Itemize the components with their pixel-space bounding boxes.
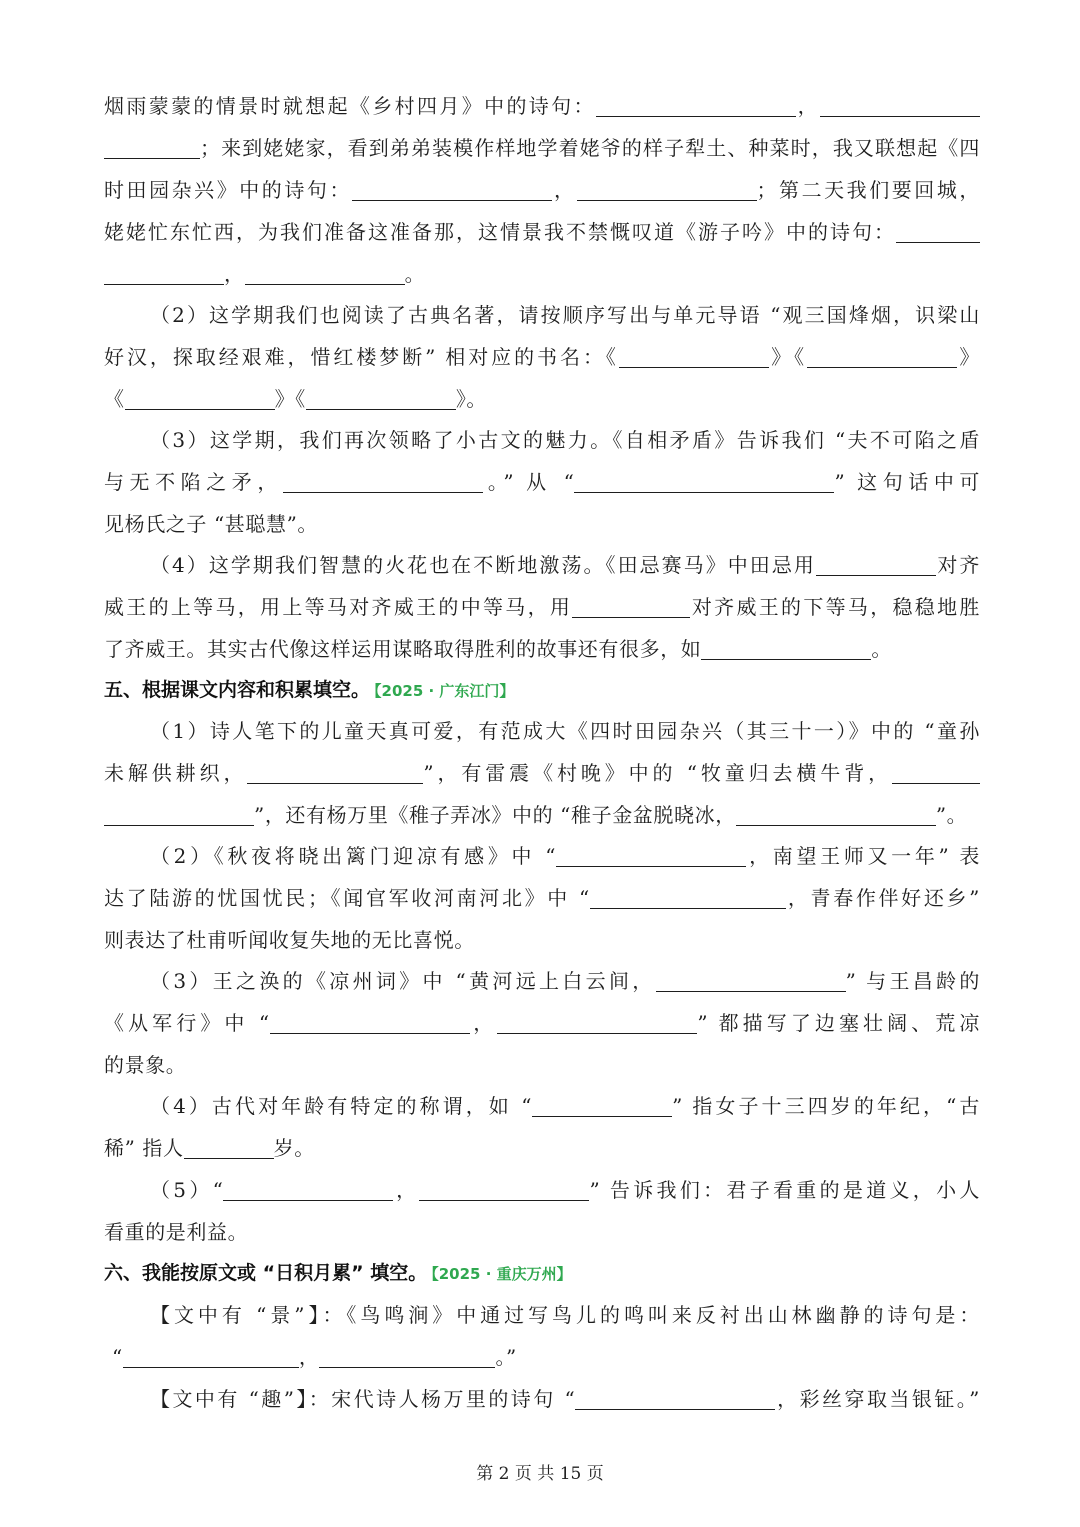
fill-blank[interactable] bbox=[270, 1011, 470, 1034]
fill-blank[interactable] bbox=[306, 387, 456, 410]
text-line bbox=[150, 841, 980, 871]
text: 与无不陷之矛， bbox=[104, 470, 283, 494]
text: ；第二天我们要回城， bbox=[756, 178, 981, 202]
text-line bbox=[104, 883, 980, 913]
text-line bbox=[104, 1217, 980, 1247]
text: 【文中有 “景”】：《鸟鸣涧》中通过写鸟儿的鸣叫来反衬出山林幽静的诗句是： bbox=[150, 1303, 980, 1327]
fill-blank[interactable] bbox=[104, 136, 200, 159]
text: （4）古代对年龄有特定的称谓，如 “ bbox=[150, 1094, 533, 1118]
text: ，青春作伴好还乡” bbox=[785, 886, 980, 910]
fill-blank[interactable] bbox=[577, 178, 757, 201]
text-line bbox=[112, 1342, 988, 1372]
fill-blank[interactable] bbox=[572, 595, 690, 618]
text-line bbox=[104, 259, 980, 289]
text-line bbox=[104, 925, 980, 955]
text: （3）这学期，我们再次领略了小古文的魅力。《自相矛盾》告诉我们 “夫不可陷之盾 bbox=[150, 428, 980, 452]
text: 威王的上等马，用上等马对齐威王的中等马，用 bbox=[104, 595, 573, 619]
text: 烟雨蒙蒙的情景时就想起《乡村四月》中的诗句： bbox=[104, 94, 596, 118]
section-heading-6 bbox=[104, 1258, 572, 1289]
text-line bbox=[104, 384, 980, 414]
fill-blank[interactable] bbox=[104, 803, 254, 826]
source-tag: 【2025 · 重庆万州】 bbox=[431, 1265, 572, 1283]
text: ” 这句话中可 bbox=[834, 470, 980, 494]
text: ， bbox=[469, 1011, 498, 1035]
text-line bbox=[104, 175, 980, 205]
text-line bbox=[150, 716, 980, 746]
text: （5）“ bbox=[150, 1178, 224, 1202]
text-line bbox=[104, 342, 980, 372]
text-line bbox=[104, 758, 980, 788]
text: 见杨氏之子 “甚聪慧”。 bbox=[104, 512, 319, 536]
fill-blank[interactable] bbox=[125, 387, 275, 410]
page-number: 第 2 页 共 15 页 bbox=[476, 1464, 604, 1484]
text-line bbox=[104, 634, 980, 664]
text: ， bbox=[552, 178, 577, 202]
text: 好汉，探取经艰难，惜红楼梦断” 相对应的书名：《 bbox=[104, 345, 619, 369]
fill-blank[interactable] bbox=[590, 886, 786, 909]
fill-blank[interactable] bbox=[807, 345, 957, 368]
text-line bbox=[150, 1300, 980, 1330]
fill-blank[interactable] bbox=[816, 553, 936, 576]
text: 姥姥忙东忙西，为我们准备这准备那，这情景我不禁慨叹道《游子吟》中的诗句： bbox=[104, 220, 896, 244]
text: （4）这学期我们智慧的火花也在不断地激荡。《田忌赛马》中田忌用 bbox=[150, 553, 816, 577]
text-line bbox=[150, 966, 980, 996]
text: 【文中有 “趣”】：宋代诗人杨万里的诗句 “ bbox=[150, 1387, 576, 1411]
text: 》《 bbox=[274, 387, 306, 411]
fill-blank[interactable] bbox=[701, 637, 871, 660]
fill-blank[interactable] bbox=[319, 1345, 495, 1368]
text: （2）这学期我们也阅读了古典名著，请按顺序写出与单元导语 “观三国烽烟，识梁山 bbox=[150, 303, 980, 327]
text: ” 与王昌龄的 bbox=[845, 969, 980, 993]
text: “ bbox=[112, 1345, 123, 1369]
text: ”，有雷震《村晚》中的 “牧童归去横牛背， bbox=[423, 761, 892, 785]
text-line bbox=[104, 133, 980, 163]
text: ，彩丝穿取当银钲。” bbox=[775, 1387, 980, 1411]
fill-blank[interactable] bbox=[104, 262, 224, 285]
text-line bbox=[104, 509, 980, 539]
fill-blank[interactable] bbox=[223, 1178, 393, 1201]
text: ， bbox=[393, 1178, 420, 1202]
fill-blank[interactable] bbox=[245, 262, 405, 285]
section-title: 六、我能按原文或 “日积月累” 填空。 bbox=[104, 1262, 428, 1284]
fill-blank[interactable] bbox=[184, 1136, 274, 1159]
fill-blank[interactable] bbox=[283, 470, 483, 493]
text: 则表达了杜甫听闻收复失地的无比喜悦。 bbox=[104, 928, 475, 952]
text: ” 告诉我们：君子看重的是道义，小人 bbox=[589, 1178, 980, 1202]
fill-blank[interactable] bbox=[619, 345, 769, 368]
fill-blank[interactable] bbox=[596, 94, 796, 117]
text: 稀” 指人 bbox=[104, 1136, 184, 1160]
text: ” 都描写了边塞壮阔、荒凉 bbox=[697, 1011, 980, 1035]
fill-blank[interactable] bbox=[497, 1011, 697, 1034]
text: 岁。 bbox=[273, 1136, 315, 1160]
fill-blank[interactable] bbox=[575, 1387, 775, 1410]
text: ， bbox=[298, 1345, 320, 1369]
text: 。 bbox=[871, 637, 893, 661]
text: （1）诗人笔下的儿童天真可爱，有范成大《四时田园杂兴（其三十一）》中的 “童孙 bbox=[150, 719, 980, 743]
text: ” 指女子十三四岁的年纪，“古 bbox=[672, 1094, 981, 1118]
text-line bbox=[150, 1091, 980, 1121]
text-line bbox=[150, 1384, 980, 1414]
text-line bbox=[104, 592, 980, 622]
fill-blank[interactable] bbox=[419, 1178, 589, 1201]
text: 。 bbox=[404, 262, 426, 286]
fill-blank[interactable] bbox=[247, 761, 423, 784]
text: ， bbox=[224, 262, 245, 286]
fill-blank[interactable] bbox=[892, 761, 980, 784]
text-line bbox=[150, 550, 980, 580]
text-line bbox=[104, 800, 980, 830]
text-line bbox=[150, 300, 980, 330]
text-line bbox=[104, 1133, 980, 1163]
text: 》《 bbox=[768, 345, 808, 369]
section-heading-5 bbox=[104, 675, 514, 706]
text: 《从军行》中 “ bbox=[104, 1011, 270, 1035]
text: ，南望王师又一年” 表 bbox=[746, 844, 980, 868]
text: 对齐 bbox=[935, 553, 980, 577]
text: 的景象。 bbox=[104, 1053, 187, 1077]
text-line bbox=[104, 1008, 980, 1038]
text: ， bbox=[795, 94, 820, 118]
text: 。” 从 “ bbox=[482, 470, 575, 494]
text: ”，还有杨万里《稚子弄冰》中的 “稚子金盆脱晓冰， bbox=[254, 803, 736, 827]
text: ；来到姥姥家，看到弟弟装模作样地学着姥爷的样子犁土、种菜时，我又联想起《四 bbox=[200, 136, 980, 160]
text: （2）《秋夜将晓出篱门迎凉有感》中 “ bbox=[150, 844, 557, 868]
text: 未解供耕织， bbox=[104, 761, 248, 785]
fill-blank[interactable] bbox=[896, 220, 980, 243]
text-line bbox=[150, 1175, 980, 1205]
text: 达了陆游的忧国忧民；《闻官军收河南河北》中 “ bbox=[104, 886, 590, 910]
text: 对齐威王的下等马，稳稳地胜 bbox=[690, 595, 980, 619]
fill-blank[interactable] bbox=[556, 844, 746, 867]
section-title: 五、根据课文内容和积累填空。 bbox=[104, 679, 371, 701]
fill-blank[interactable] bbox=[574, 470, 834, 493]
fill-blank[interactable] bbox=[352, 178, 552, 201]
fill-blank[interactable] bbox=[656, 969, 846, 992]
text: 》。 bbox=[455, 387, 488, 411]
text: （3）王之涣的《凉州词》中 “黄河远上白云间， bbox=[150, 969, 656, 993]
fill-blank[interactable] bbox=[820, 94, 980, 117]
fill-blank[interactable] bbox=[532, 1094, 672, 1117]
text-line bbox=[150, 425, 980, 455]
text: ”。 bbox=[935, 803, 968, 827]
fill-blank[interactable] bbox=[736, 803, 936, 826]
fill-blank[interactable] bbox=[123, 1345, 299, 1368]
text-line bbox=[104, 1050, 980, 1080]
source-tag: 【2025 · 广东江门】 bbox=[374, 682, 515, 700]
text-line bbox=[104, 91, 980, 121]
text: 时田园杂兴》中的诗句： bbox=[104, 178, 352, 202]
text: 看重的是利益。 bbox=[104, 1220, 249, 1244]
text-line bbox=[104, 217, 980, 247]
text: 《 bbox=[104, 387, 125, 411]
text-line bbox=[104, 467, 980, 497]
text: 了齐威王。其实古代像这样运用谋略取得胜利的故事还有很多，如 bbox=[104, 637, 702, 661]
text: 。” bbox=[495, 1345, 517, 1369]
text: 》 bbox=[957, 345, 981, 369]
